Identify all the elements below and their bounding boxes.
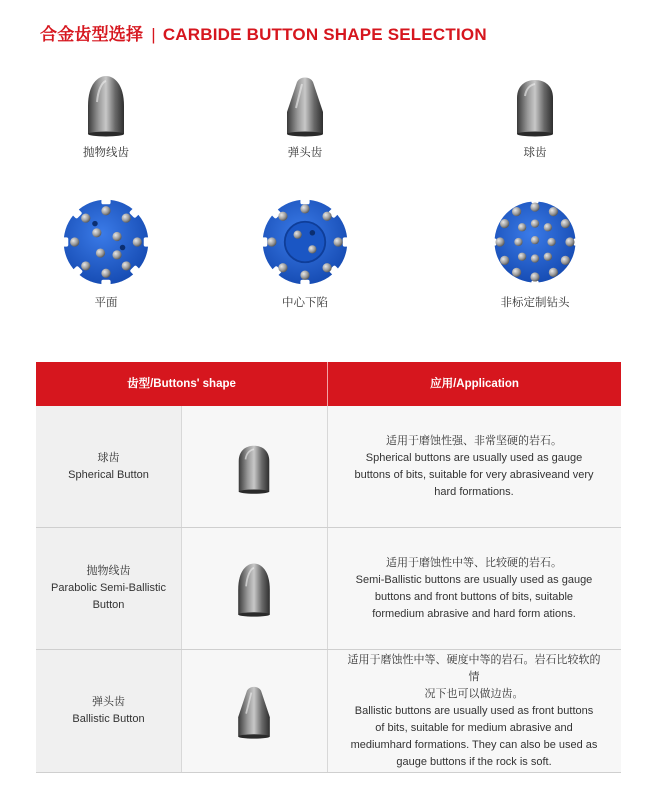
shape-image-cell xyxy=(181,528,327,649)
shape-caption: 抛物线齿 xyxy=(83,147,129,159)
shape-name-cell xyxy=(36,406,181,527)
column-divider xyxy=(327,406,328,527)
application-cell xyxy=(327,528,621,649)
application-en: gauge buttons if the rock is soft. xyxy=(396,755,552,768)
table-header xyxy=(36,362,621,406)
custom-bit-icon xyxy=(489,196,581,288)
shape-parabolic xyxy=(16,72,196,160)
bit-flat-face xyxy=(16,196,196,310)
bit-concave-face xyxy=(215,196,395,310)
application-en: Spherical buttons are usually used as gauge xyxy=(365,451,583,464)
column-divider xyxy=(181,528,182,649)
shape-name-cn: 弹头齿 xyxy=(92,696,125,708)
application-en: buttons of bits, suitable for very abrasiveand very xyxy=(354,468,594,481)
parabolic-button-icon xyxy=(234,560,274,618)
application-en: Ballistic buttons are usually used as front buttons xyxy=(354,704,594,717)
shape-name-en: Button xyxy=(92,599,125,611)
application-cell xyxy=(327,650,621,772)
application-en: Semi-Ballistic buttons are usually used as gauge xyxy=(355,573,593,586)
shape-name-en: Spherical Button xyxy=(68,468,149,481)
header-application: 应用/Application xyxy=(430,378,519,390)
spherical-button-icon xyxy=(234,439,274,495)
column-divider xyxy=(327,650,328,772)
table-row-ballistic xyxy=(36,650,621,773)
column-divider xyxy=(327,528,328,649)
parabolic-button-icon xyxy=(84,72,128,138)
header-shape: 齿型/Buttons' shape xyxy=(127,378,236,390)
application-cn: 适用于磨蚀性中等、硬度中等的岩石。岩石比较软的情 xyxy=(347,653,601,683)
column-divider xyxy=(181,650,182,772)
shape-caption: 球齿 xyxy=(523,147,547,159)
ballistic-button-icon xyxy=(283,72,327,138)
shape-name-cn: 抛物线齿 xyxy=(86,565,131,577)
application-en: formedium abrasive and hard form ations. xyxy=(372,607,576,620)
shape-image-cell xyxy=(181,650,327,772)
concave-face-bit-icon xyxy=(259,196,351,288)
shape-spherical xyxy=(445,72,625,160)
bit-caption: 非标定制钻头 xyxy=(500,297,570,309)
page-title xyxy=(40,20,487,45)
application-en: of bits, suitable for medium abrasive and xyxy=(375,721,573,734)
title-cn: 合金齿型选择 xyxy=(40,25,144,44)
application-en: buttons and front buttons of bits, suitable xyxy=(374,590,574,603)
shape-name-cn: 球齿 xyxy=(97,451,120,464)
application-cn: 适用于磨蚀性中等、比较硬的岩石。 xyxy=(386,556,562,569)
shape-name-cell xyxy=(36,528,181,649)
bit-caption: 平面 xyxy=(94,297,118,309)
application-en: hard formations. xyxy=(434,485,514,498)
flat-face-bit-icon xyxy=(60,196,152,288)
title-en: CARBIDE BUTTON SHAPE SELECTION xyxy=(162,25,487,44)
title-separator: | xyxy=(151,25,156,44)
bit-custom xyxy=(445,196,625,310)
shape-ballistic xyxy=(215,72,395,160)
button-shape-table xyxy=(36,362,621,772)
bit-caption: 中心下陷 xyxy=(282,297,328,309)
application-cn: 况下也可以做边齿。 xyxy=(424,687,524,700)
application-cn: 适用于磨蚀性强、非常坚硬的岩石。 xyxy=(386,434,562,447)
shape-name-en: Ballistic Button xyxy=(72,713,145,725)
table-row-spherical xyxy=(36,406,621,528)
spherical-button-icon xyxy=(513,72,557,138)
shape-name-cell xyxy=(36,650,181,772)
application-en: mediumhard formations. They can also be used as xyxy=(350,738,598,751)
shape-image-cell xyxy=(181,406,327,527)
shape-caption: 弹头齿 xyxy=(287,147,323,159)
application-cell xyxy=(327,406,621,527)
shape-name-en: Parabolic Semi-Ballistic xyxy=(51,582,166,594)
ballistic-button-icon xyxy=(234,682,274,740)
column-divider xyxy=(181,406,182,527)
table-row-parabolic xyxy=(36,528,621,650)
